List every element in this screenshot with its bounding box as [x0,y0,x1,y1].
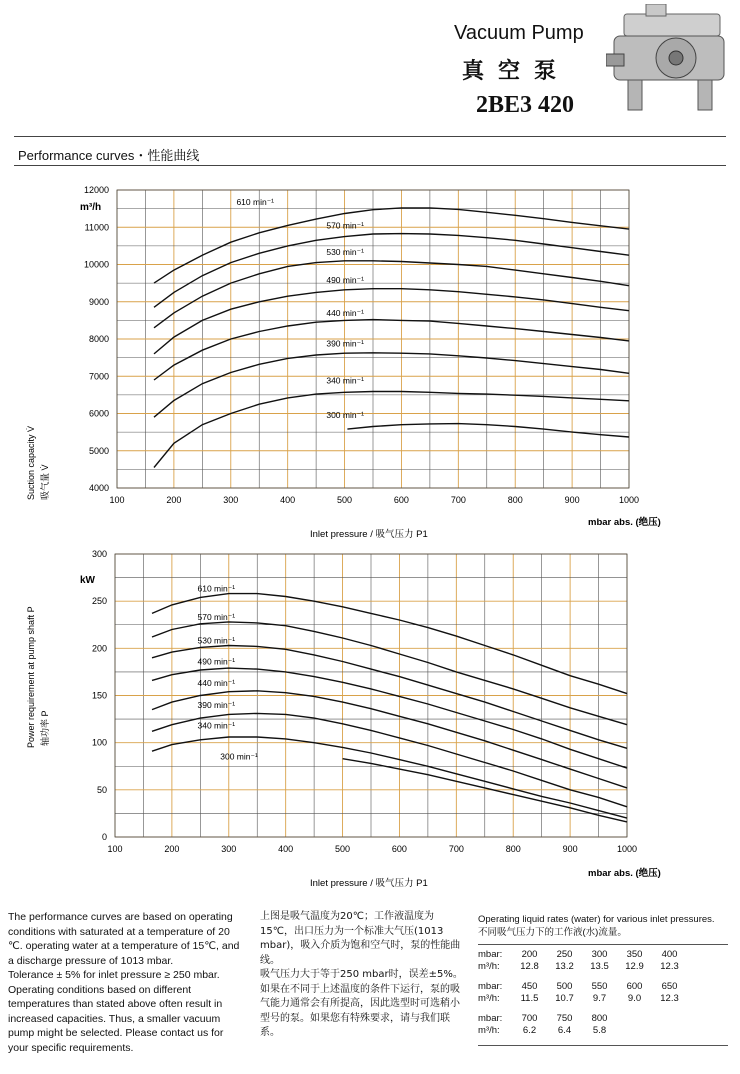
x-tick-label: 900 [564,495,580,505]
series-label: 300 min⁻¹ [220,751,258,762]
series-label: 570 min⁻¹ [197,612,236,623]
series-label: 610 min⁻¹ [197,583,236,594]
x-tick-label: 800 [505,844,521,854]
power-requirement-chart [0,540,740,895]
x-tick-label: 700 [448,844,464,854]
y-tick-label: 150 [91,690,107,701]
series-label: 530 min⁻¹ [326,246,364,257]
x-axis-label: Inlet pressure / 吸气压力 P1 [310,529,428,540]
series-label: 340 min⁻¹ [326,375,364,386]
series-label: 390 min⁻¹ [326,338,364,349]
series-line [347,424,629,437]
y-tick-label: 100 [91,737,107,748]
note-tolerance-cn: 吸气压力大于等于250 mbar时，误差±5%。如果在不同于上述温度的条件下运行，泵的吸气能力通常会有所提高，因此选型时可选稍小型号的泵。如果您有特殊要求，请与我们联系。 [260,969,463,1038]
x-tick-label: 600 [391,844,407,854]
x-tick-label: 900 [562,844,578,854]
series-line [154,261,629,328]
series-label: 440 min⁻¹ [197,678,236,689]
series-line [154,320,629,380]
notes-chinese [260,910,464,1041]
note-conditions: The performance curves are based on operating conditions with saturated at a temperature of 20 ℃. operating water at a temperature of 15℃, and a discharge pressure of 1013 mbar. [8,911,240,967]
y-axis-label-cn: 吸气量 V̇ [40,464,50,500]
y-axis-label: Suction capacity V̇ [26,425,36,500]
y-tick-label: 12000 [83,185,109,195]
x-tick-label: 200 [164,844,180,854]
x-tick-label: 300 [223,495,239,505]
series-label: 490 min⁻¹ [326,275,364,286]
x-tick-label: 800 [507,495,523,505]
x-tick-label: 400 [280,495,296,505]
x-axis-label: Inlet pressure / 吸气压力 P1 [310,878,428,889]
x-tick-label: 1000 [616,844,638,854]
model-number: 2BE3 420 [476,92,575,118]
curve-group [152,584,627,822]
y-tick-label: 0 [101,832,107,842]
series-label: 340 min⁻¹ [197,720,236,731]
rates-group [478,1013,728,1037]
y-tick-label: 6000 [88,408,109,419]
note-conditions-cn: 上图是吸气温度为20℃；工作液温度为15℃，出口压力为一个标准大气压(1013 mbar)，吸入介质为饱和空气时，泵的性能曲线。 [260,911,461,966]
y-tick-label: 9000 [88,296,109,307]
title-chinese: 真空泵 [462,58,571,84]
liquid-rates-table [478,913,728,1046]
rates-row-flow: m³/h: 12.8 13.2 13.5 12.9 12.3 [478,961,679,972]
rates-row-mbar: mbar: 700 750 800 [478,1013,608,1024]
rates-title: Operating liquid rates (water) for various inlet pressures. [478,914,715,925]
y-tick-label: 10000 [83,259,109,270]
y-tick-label: 300 [91,549,107,559]
x-tick-label: 100 [109,495,125,505]
x-tick-label: 600 [393,495,409,505]
notes-english [8,910,244,1055]
x-unit-label: mbar abs. (绝压) [588,868,661,879]
rates-group [478,949,728,973]
y-unit-label: kW [80,575,95,586]
series-label: 610 min⁻¹ [236,196,275,207]
y-axis-label: Power requirement at pump shaft P [26,606,36,748]
y-tick-label: 4000 [88,483,109,493]
x-tick-label: 400 [278,844,294,854]
x-tick-label: 300 [221,844,237,854]
series-label: 390 min⁻¹ [197,699,236,710]
pump-illustration [606,4,732,116]
series-label: 440 min⁻¹ [326,307,364,318]
rates-row-mbar: mbar: 450 500 550 600 650 [478,981,678,992]
y-tick-label: 250 [91,596,107,607]
y-tick-label: 7000 [88,371,109,382]
x-tick-label: 500 [335,844,351,854]
x-tick-label: 100 [107,844,123,854]
series-label: 490 min⁻¹ [197,656,236,667]
x-tick-label: 500 [337,495,353,505]
y-tick-label: 200 [91,643,107,654]
y-tick-label: 11000 [84,222,109,233]
x-unit-label: mbar abs. (绝压) [588,517,661,528]
series-line [154,289,629,354]
series-line [154,353,629,417]
title-english: Vacuum Pump [454,22,584,44]
section-rule [14,165,726,166]
suction-capacity-chart [0,170,740,550]
y-tick-label: 8000 [88,334,109,344]
series-label: 300 min⁻¹ [326,409,364,420]
x-tick-label: 200 [166,495,182,505]
x-tick-label: 700 [450,495,466,505]
section-title: Performance curves・性能曲线 [18,148,200,163]
y-unit-label: m³/h [80,202,102,213]
rates-group [478,981,728,1005]
series-line [154,392,629,468]
y-tick-label: 50 [96,784,107,795]
header-rule [14,136,726,137]
series-line [152,737,627,818]
curve-group [154,197,629,468]
series-label: 570 min⁻¹ [326,220,364,231]
x-tick-label: 1000 [618,495,640,505]
note-tolerance: Tolerance ± 5% for inlet pressure ≥ 250 mbar. Operating conditions based on different temperatures than stated above often result in increased capacities. Thus, a smaller vacuum pump might be selected. Please contact us for your specific requirements. [8,969,224,1054]
rates-row-flow: m³/h: 6.2 6.4 5.8 [478,1025,607,1036]
series-label: 530 min⁻¹ [197,635,236,646]
y-axis-label-cn: 轴功率 P [40,710,50,746]
rates-row-mbar: mbar: 200 250 300 350 400 [478,949,678,960]
rates-row-flow: m³/h: 11.5 10.7 9.7 9.0 12.3 [478,993,679,1004]
y-tick-label: 5000 [88,445,109,456]
rates-title-cn: 不同吸气压力下的工作液(水)流量。 [478,927,627,938]
chart-grid [115,554,627,837]
